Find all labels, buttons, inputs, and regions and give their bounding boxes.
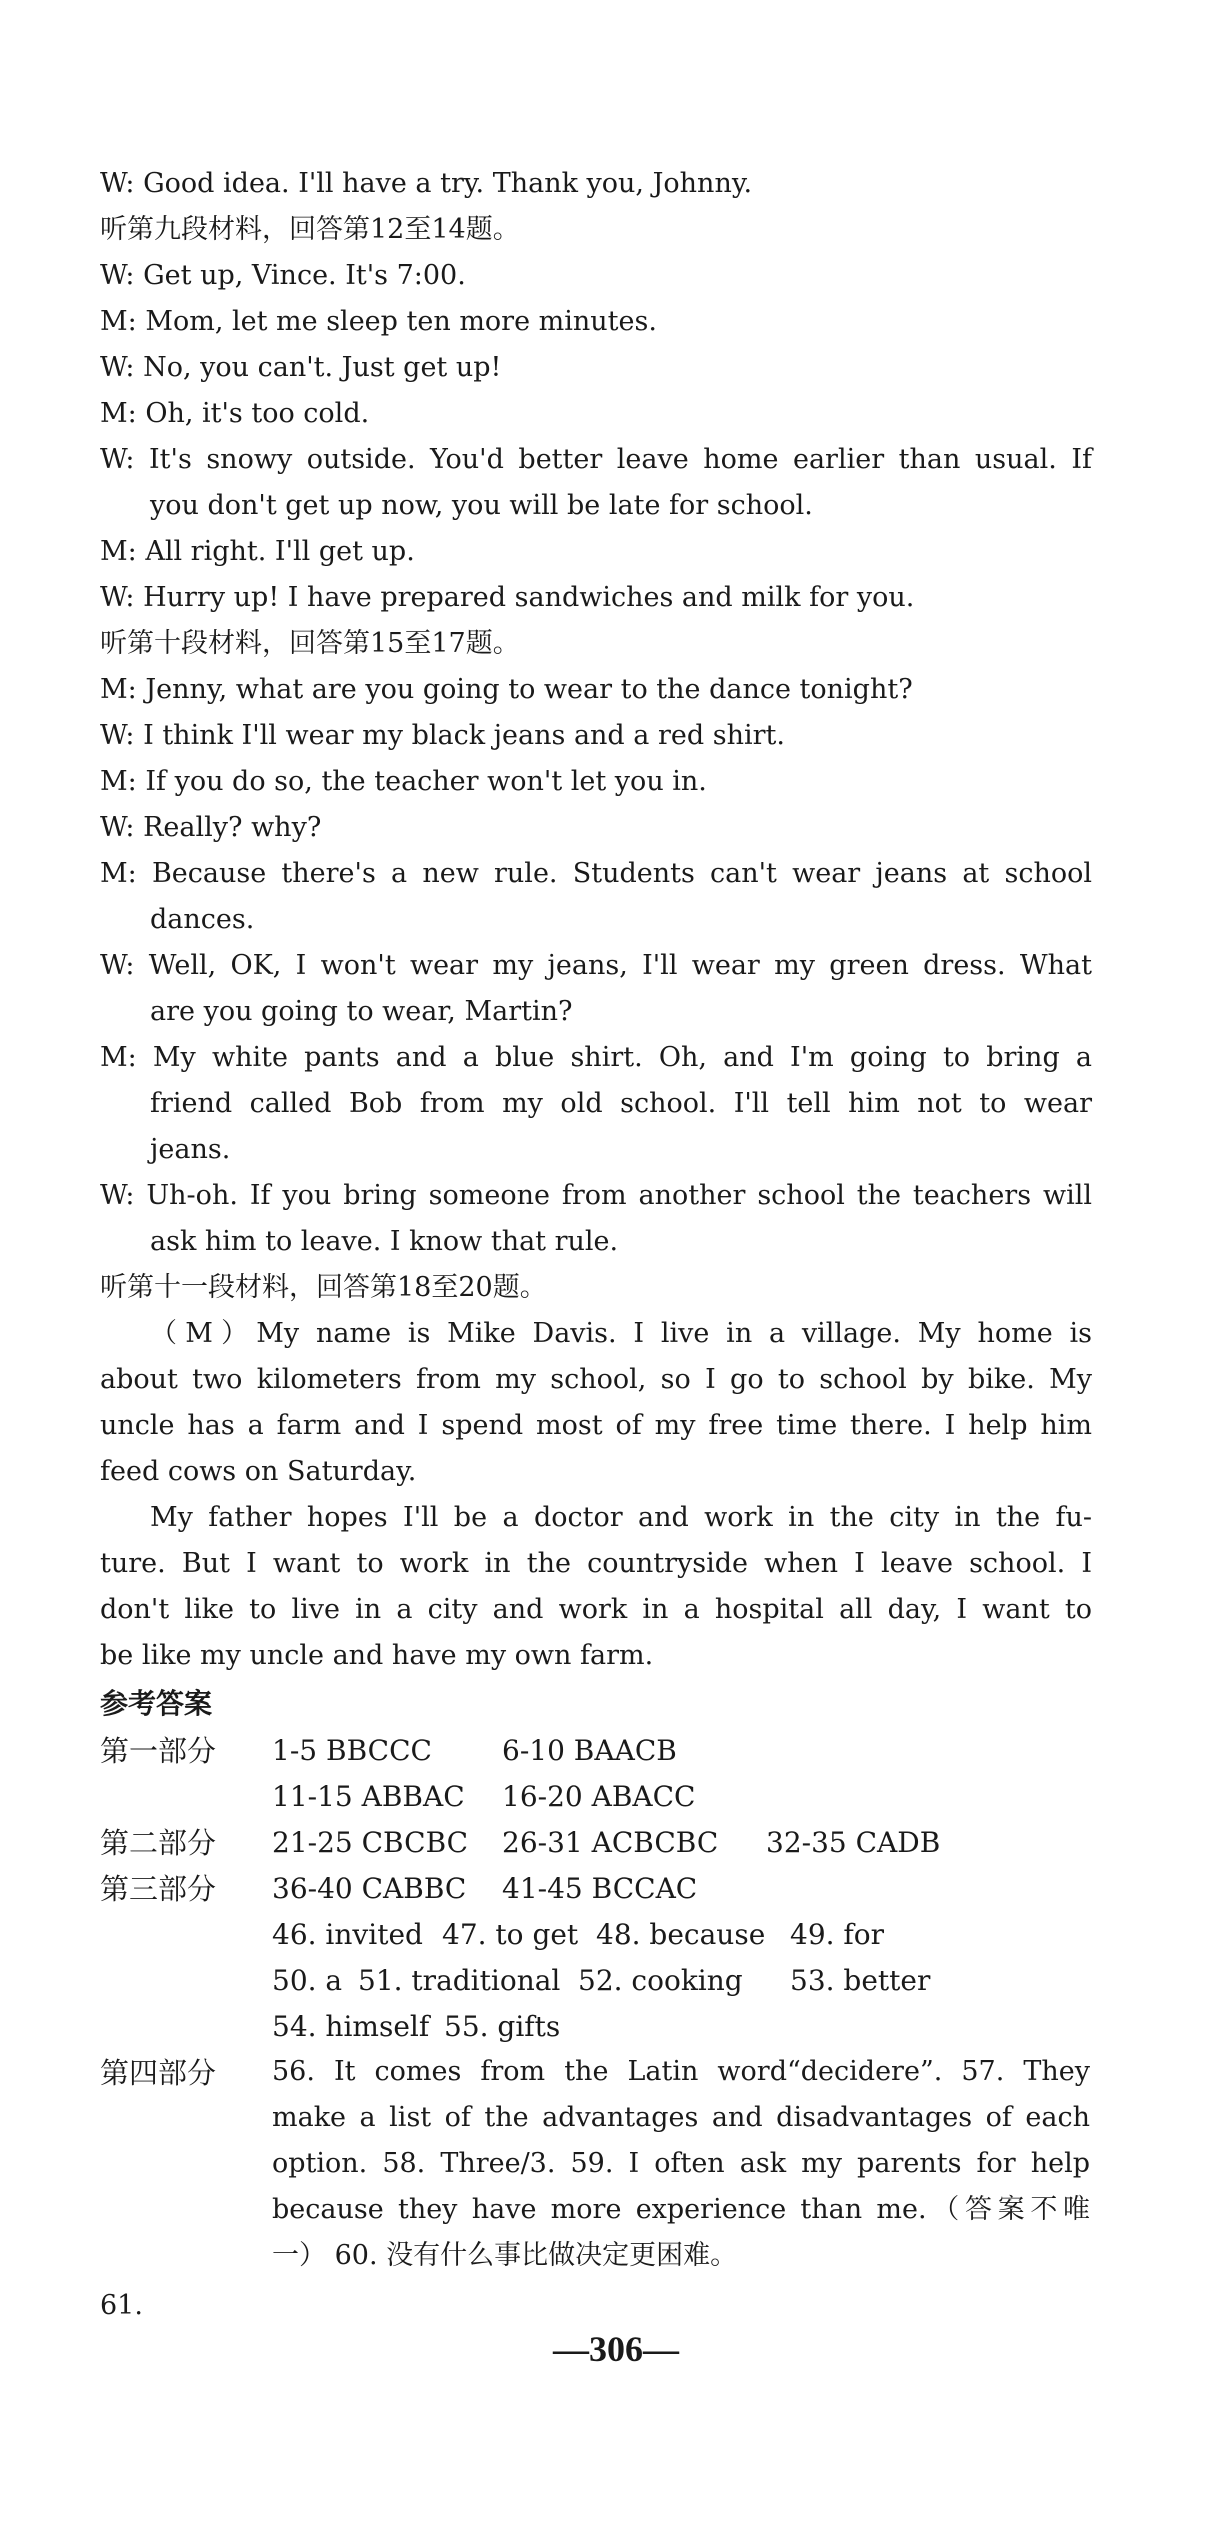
answer-line: make a list of the advantages and disadvantages of each bbox=[272, 2102, 1090, 2133]
section-instruction: 听第九段材料，回答第12至14题。 bbox=[100, 214, 520, 245]
dialogue-line: W: Well, OK, I won't wear my jeans, I'll wear my green dress. What bbox=[100, 950, 1092, 981]
answer-item: 49. for bbox=[790, 1918, 885, 1951]
dialogue-line: W: Hurry up! I have prepared sandwiches and milk for you. bbox=[100, 582, 915, 613]
part4-label: 第四部分 bbox=[100, 2056, 217, 2090]
dialogue-line: M: Jenny, what are you going to wear to the dance tonight? bbox=[100, 674, 913, 705]
monologue-line: uncle has a farm and I spend most of my free time there. I help him bbox=[100, 1410, 1092, 1441]
part3-label: 第三部分 bbox=[100, 1872, 217, 1906]
answer-line: option. 58. Three/3. 59. I often ask my parents for help bbox=[272, 2148, 1090, 2179]
answer-item: 48. because bbox=[596, 1918, 766, 1951]
dialogue-line: W: It's snowy outside. You'd better leave home earlier than usual. If bbox=[100, 444, 1092, 475]
section-instruction: 听第十段材料，回答第15至17题。 bbox=[100, 628, 520, 659]
dialogue-line: M: If you do so, the teacher won't let you in. bbox=[100, 766, 707, 797]
answer-item: 55. gifts bbox=[444, 2010, 561, 2043]
answer-line: 56. It comes from the Latin word“decidere”. 57. They bbox=[272, 2056, 1090, 2087]
dialogue-line: M: My white pants and a blue shirt. Oh, and I'm going to bring a bbox=[100, 1042, 1092, 1073]
answer-group: 21-25 CBCBC bbox=[272, 1826, 469, 1859]
dialogue-line: M: Because there's a new rule. Students can't wear jeans at school bbox=[100, 858, 1092, 889]
dialogue-line-continued: friend called Bob from my old school. I'll tell him not to wear bbox=[150, 1088, 1092, 1119]
dialogue-line: W: No, you can't. Just get up! bbox=[100, 352, 502, 383]
answer-group: 41-45 BCCAC bbox=[502, 1872, 698, 1905]
answer-item: 53. better bbox=[790, 1964, 931, 1997]
answer-item: 50. a bbox=[272, 1964, 343, 1997]
question-number: 61. bbox=[100, 2290, 143, 2321]
dialogue-line: W: I think I'll wear my black jeans and a red shirt. bbox=[100, 720, 785, 751]
answers-heading: 参考答案 bbox=[100, 1687, 213, 1720]
answer-group: 1-5 BBCCC bbox=[272, 1734, 432, 1767]
dialogue-line: W: Good idea. I'll have a try. Thank you, Johnny. bbox=[100, 168, 753, 199]
answer-group: 6-10 BAACB bbox=[502, 1734, 677, 1767]
answer-group: 16-20 ABACC bbox=[502, 1780, 696, 1813]
dialogue-line: M: Mom, let me sleep ten more minutes. bbox=[100, 306, 657, 337]
answer-line: 一） 60. 没有什么事比做决定更困难。 bbox=[272, 2240, 738, 2271]
dialogue-line: W: Uh-oh. If you bring someone from another school the teachers will bbox=[100, 1180, 1092, 1211]
section-instruction: 听第十一段材料，回答第18至20题。 bbox=[100, 1272, 547, 1303]
monologue-line: don't like to live in a city and work in a hospital all day, I want to bbox=[100, 1594, 1092, 1625]
page-number: —306— bbox=[553, 2329, 679, 2369]
part1-label: 第一部分 bbox=[100, 1734, 217, 1768]
monologue-line: ture. But I want to work in the countryside when I leave school. I bbox=[100, 1548, 1092, 1579]
answer-group: 11-15 ABBAC bbox=[272, 1780, 465, 1813]
dialogue-line-continued: ask him to leave. I know that rule. bbox=[150, 1226, 619, 1257]
answer-item: 52. cooking bbox=[578, 1964, 743, 1997]
answer-group: 26-31 ACBCBC bbox=[502, 1826, 719, 1859]
dialogue-line-continued: jeans. bbox=[150, 1134, 231, 1165]
monologue-line: about two kilometers from my school, so I go to school by bike. My bbox=[100, 1364, 1092, 1395]
answer-line: because they have more experience than me.（答案不唯 bbox=[272, 2194, 1090, 2225]
dialogue-line: W: Get up, Vince. It's 7:00. bbox=[100, 260, 466, 291]
part2-label: 第二部分 bbox=[100, 1826, 217, 1860]
answer-item: 54. himself bbox=[272, 2010, 430, 2043]
answer-item: 51. traditional bbox=[358, 1964, 561, 1997]
dialogue-line: M: Oh, it's too cold. bbox=[100, 398, 370, 429]
dialogue-line-continued: dances. bbox=[150, 904, 255, 935]
dialogue-line-continued: are you going to wear, Martin? bbox=[150, 996, 573, 1027]
monologue-line: be like my uncle and have my own farm. bbox=[100, 1640, 654, 1671]
monologue-line: （M）My name is Mike Davis. I live in a village. My home is bbox=[150, 1318, 1092, 1349]
answer-item: 46. invited bbox=[272, 1918, 423, 1951]
answer-group: 32-35 CADB bbox=[766, 1826, 941, 1859]
answer-group: 36-40 CABBC bbox=[272, 1872, 467, 1905]
dialogue-line-continued: you don't get up now, you will be late for school. bbox=[150, 490, 813, 521]
dialogue-line: M: All right. I'll get up. bbox=[100, 536, 415, 567]
dialogue-line: W: Really? why? bbox=[100, 812, 322, 843]
monologue-line: My father hopes I'll be a doctor and work in the city in the fu- bbox=[150, 1502, 1092, 1533]
monologue-line: feed cows on Saturday. bbox=[100, 1456, 417, 1487]
answer-item: 47. to get bbox=[442, 1918, 579, 1951]
